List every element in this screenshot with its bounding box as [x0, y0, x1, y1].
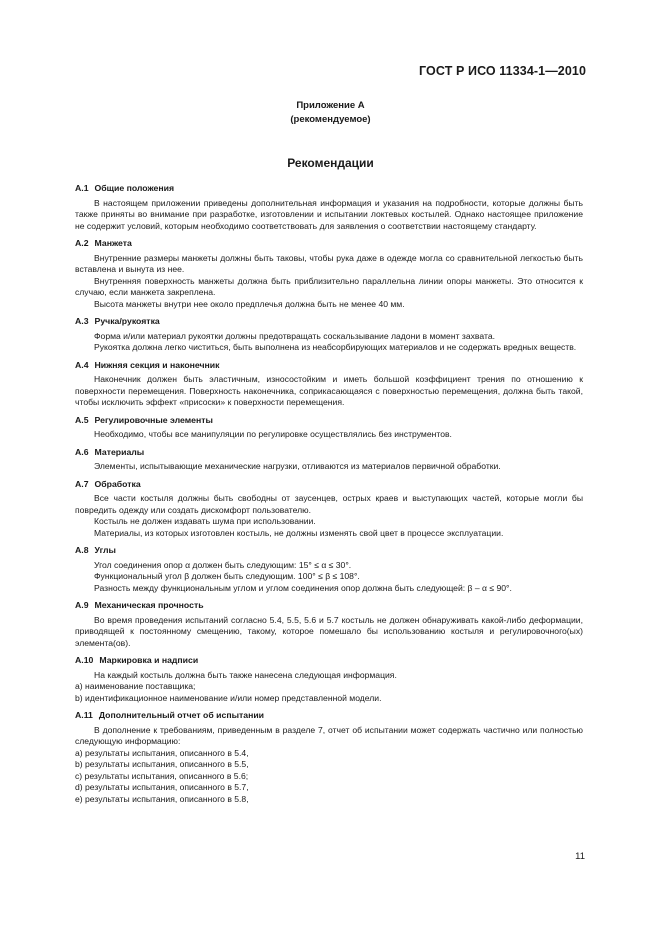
list-item: d) результаты испытания, описанного в 5.7,: [75, 782, 249, 792]
paragraph: Все части костыля должны быть свободны от заусенцев, острых краев и выступающих частей, которые могли бы повредить одежду или создать дискомфорт пользователю.: [75, 493, 583, 515]
section-heading: [75, 655, 583, 667]
section-heading: [75, 415, 583, 427]
section-heading: [75, 600, 583, 612]
paragraph: Наконечник должен быть эластичным, износостойким и иметь большой коэффициент трения по отношению к поверхности перемещения. Поверхность наконечника, соприкасающаяся с поверхностью перемещения, должна быть такой, чтобы исключить эффект «присоски» к поверхности перемещения.: [75, 374, 583, 407]
section-number: А.3: [75, 316, 89, 326]
list-item: a) результаты испытания, описанного в 5.4,: [75, 747, 249, 758]
section-title: Углы: [94, 545, 116, 555]
paragraph: Костыль не должен издавать шума при использовании.: [94, 516, 316, 526]
section-number: А.8: [75, 545, 89, 555]
section-title: Общие положения: [94, 183, 175, 193]
list-item: c) результаты испытания, описанного в 5.6;: [75, 770, 249, 781]
section-number: А.10: [75, 655, 94, 665]
paragraph: Рукоятка должна легко чиститься, быть выполнена из неабсорбирующих материалов и не содержать вредных веществ.: [94, 342, 577, 352]
section-title: Нижняя секция и наконечник: [94, 359, 220, 370]
annex-status: (рекомендуемое): [290, 114, 371, 125]
document-code: ГОСТ Р ИСО 11334-1—2010: [419, 64, 586, 78]
paragraph: Форма и/или материал рукоятки должны предотвращать соскальзывание ладони в момент захвата.: [94, 330, 495, 341]
section-number: А.6: [75, 446, 89, 457]
section-title: Регулировочные элементы: [94, 414, 213, 425]
paragraph: Материалы, из которых изготовлен костыль, не должны изменять свой цвет в процессе эксплуатации.: [94, 527, 504, 538]
paragraph: Внутренняя поверхность манжеты должна быть приблизительно параллельна линии опоры манжеты. Это относится к случаю, если манжета закреплена.: [75, 275, 583, 297]
section-heading: [75, 360, 583, 372]
section-number: А.2: [75, 238, 89, 248]
section-title: Механическая прочность: [94, 600, 204, 610]
section-heading: [75, 479, 583, 491]
section-heading: [75, 316, 583, 328]
section-number: А.1: [75, 183, 89, 193]
section-title: Дополнительный отчет об испытании: [98, 710, 265, 720]
paragraph: Необходимо, чтобы все манипуляции по регулировке осуществлялись без инструментов.: [94, 429, 452, 439]
paragraph: В дополнение к требованиям, приведенным в разделе 7, отчет об испытании может содержать частично или полностью следующую информацию:: [75, 724, 583, 746]
section-heading: [75, 183, 583, 195]
section-heading: [75, 710, 583, 722]
page-number: 11: [575, 851, 585, 862]
section-title: Материалы: [94, 446, 145, 457]
paragraph: Разность между функциональным углом и углом соединения опор должна быть следующей: β – α ≤ 90°.: [94, 582, 512, 593]
list-item: b) результаты испытания, описанного в 5.5,: [75, 759, 249, 769]
paragraph: В настоящем приложении приведены дополнительная информация и указания на подробности, которые должны быть также приняты во внимание при разработке, изготовлении и испытании локтевых костылей. Однако настоящее приложение не содержит условий, которым необходимо соответствовать для заявления о соответствии настоящему стандарту.: [75, 197, 583, 231]
section-number: А.5: [75, 414, 89, 425]
list-item: a) наименование поставщика;: [75, 681, 196, 691]
list-item: b) идентификационное наименование и/или номер представленной модели.: [75, 692, 382, 703]
paragraph: Внутренние размеры манжеты должны быть таковы, чтобы рука даже в одежде могла со сравнительной легкостью быть вставлена и вынута из нее.: [75, 252, 583, 274]
list-item: e) результаты испытания, описанного в 5.8,: [75, 793, 249, 804]
section-number: А.4: [75, 359, 89, 370]
paragraph: Во время проведения испытаний согласно 5.4, 5.5, 5.6 и 5.7 костыль не должен обнаруживать какой-либо деформации, приводящей к постоянному смещению, такому, которое помешало бы использованию костыля и регулировочного(ых) элемента(ов).: [75, 614, 583, 648]
section-number: А.9: [75, 600, 89, 610]
page-title: Рекомендации: [287, 156, 374, 170]
document-body: [75, 183, 583, 805]
paragraph: Элементы, испытывающие механические нагрузки, отливаются из материалов первичной обработки.: [94, 461, 501, 471]
paragraph: Высота манжеты внутри нее около предплечья должна быть не менее 40 мм.: [94, 298, 405, 309]
section-title: Ручка/рукоятка: [94, 316, 160, 326]
paragraph: Угол соединения опор α должен быть следующим: 15° ≤ α ≤ 30°.: [94, 559, 352, 570]
annex-heading: [0, 99, 661, 127]
paragraph: На каждый костыль должна быть также нанесена следующая информация.: [94, 669, 397, 680]
section-heading: [75, 545, 583, 557]
paragraph: Функциональный угол β должен быть следующим. 100° ≤ β ≤ 108°.: [94, 571, 360, 581]
section-number: А.7: [75, 478, 89, 489]
section-title: Манжета: [94, 238, 132, 248]
section-number: А.11: [75, 710, 93, 720]
section-title: Маркировка и надписи: [99, 655, 199, 665]
section-title: Обработка: [94, 478, 141, 489]
section-heading: [75, 238, 583, 250]
section-heading: [75, 447, 583, 459]
annex-label: Приложение А: [296, 100, 365, 111]
